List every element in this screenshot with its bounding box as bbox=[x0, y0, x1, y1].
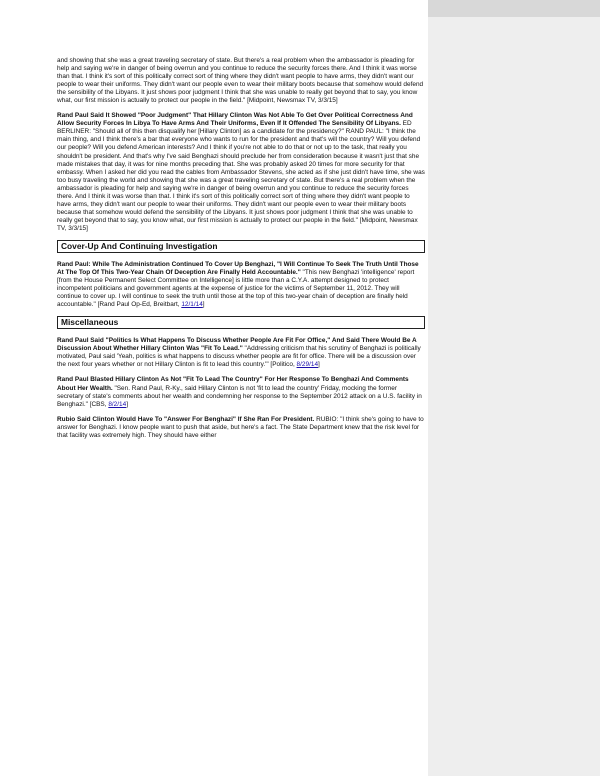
document-body bbox=[57, 57, 425, 447]
source-link[interactable]: 12/1/14 bbox=[181, 301, 203, 309]
section-heading-cover-up: Cover-Up And Continuing Investigation bbox=[57, 240, 425, 253]
paragraph bbox=[57, 416, 425, 440]
paragraph bbox=[57, 376, 425, 408]
paragraph bbox=[57, 261, 425, 309]
source-link[interactable]: 8/2/14 bbox=[108, 400, 127, 408]
paragraph-text: "Sen. Rand Paul, R-Ky., said Hillary Clinton is not 'fit to lead the country' Friday, mocking the former secretary of state's comments about her wealth and condemning her response to the September 2012 attack on a U.S. facility in Benghazi." [CBS, bbox=[57, 384, 422, 408]
source-link[interactable]: 8/29/14 bbox=[296, 361, 319, 369]
paragraph-heading: Rand Paul Said It Showed "Poor Judgment" That Hillary Clinton Was Not Able To Get Over Political Correctness And Allow Security Forces In Libya To Have Arms And Their Uniforms, Even If It Offended The Sensibility Of Libyans. bbox=[57, 112, 413, 128]
citation-end: ] bbox=[126, 400, 129, 408]
paragraph-text: and showing that she was a great traveling secretary of state. But there's a real problem when the ambassador is pleading for help and saying we're in danger of being overrun and you continue to reduce the security forces there. And I think it was worse than that. I think it's sort of this politically correct sort of thing where they didn't want people to have arms, they didn't want our people to wear their uniforms. They didn't want our people even to wear their military boots because that somehow would defend the sensibility of the Libyans. It just shows poor judgment I think that she was unable to really get beyond that to say, you know what, our first mission is actually to protect our people in the field." [Midpoint, Newsmax TV, 3/3/15] bbox=[57, 57, 424, 105]
paragraph-heading: Rand Paul Blasted Hillary Clinton As Not "Fit To Lead The Country" For Her Response To Benghazi And Comments About Her Wealth. bbox=[57, 376, 409, 392]
comments-pane-header bbox=[428, 0, 600, 17]
paragraph-heading: Rand Paul: While The Administration Continued To Cover Up Benghazi, "I Will Continue To Seek The Truth Until Those At The Top Of This Two-Year Chain Of Deception Are Finally Held Accountable." bbox=[57, 260, 419, 277]
paragraph bbox=[57, 57, 425, 105]
paragraph-text: ED BERLINER: "Should all of this then disqualify her [Hillary Clinton] as a candidate for the presidency?" RAND PAUL: "I think the main thing, and I think there's a bar that everyone who wants to run for the president and that's will the country? Will you defend our people? Will you defend American interests? And I think if you're not able to do that or not up to the task, that really you shouldn't be president. And that's why I've said Benghazi should preclude her from consideration because it wasn't just that she made mistakes that day, it was for nine months preceding that. She was probably asked 20 times for more security for that embassy. When I asked her did you read the cables from Ambassador Stevens, she acted as if she just didn't have time, she was too busy traveling the world and showing that she was a great traveling secretary of state. But there's a real problem when the ambassador is pleading for help and saying we're in danger of being overrun and you continue to reduce the security forces there. And I think it was worse than that. I think it's sort of this politically correct sort of thing where they didn't want people to have arms, they didn't want our people to wear their uniforms. They didn't want our people even to wear their military boots because that somehow would defend the sensibility of the Libyans. It just shows poor judgment I think that she was unable to really get beyond that to say, you know what, our first mission is actually to protect our people in the field." [Midpoint, Newsmax TV, 3/3/15] bbox=[57, 120, 425, 232]
paragraph-text: RUBIO: "I think she's going to have to answer for Benghazi. I know people want to push that aside, but here's a fact. The State Department knew that the risk level for that facility was extremely high. They should have either bbox=[57, 415, 424, 439]
paragraph-heading: Rand Paul Said "Politics Is What Happens To Discuss Whether People Are Fit For Office," And Said There Would Be A Discussion About Whether Hillary Clinton Was "Fit To Lead." bbox=[57, 337, 417, 353]
citation-end: ] bbox=[202, 301, 205, 309]
paragraph-text: "This new Benghazi 'intelligence' report [from the House Permanent Select Committee on Intelligence] is little more than a C.Y.A. attempt designed to protect incompetent politicians and government agents at the expense of justice for the victims of September 11, 2012. They will continue to cover up. I will continue to seek the truth until those at the top of this two-year chain of deception are finally held accountable." [Rand Paul Op-Ed, Breitbart, bbox=[57, 269, 415, 309]
citation-end: ] bbox=[318, 361, 320, 369]
paragraph bbox=[57, 337, 425, 369]
paragraph-heading: Rubio Said Clinton Would Have To "Answer For Benghazi" If She Ran For President. bbox=[57, 415, 315, 423]
paragraph-text: "Addressing criticism that his scrutiny of Benghazi is politically motivated, Paul said 'Yeah, politics is what happens to discuss whether people are fit for office. There will be a discussion over the next four years whether or not Hillary Clinton is fit to lead this country.'" [Politico, bbox=[57, 345, 421, 369]
paragraph bbox=[57, 112, 425, 233]
section-heading-miscellaneous: Miscellaneous bbox=[57, 316, 425, 329]
comments-pane[interactable] bbox=[428, 0, 600, 776]
